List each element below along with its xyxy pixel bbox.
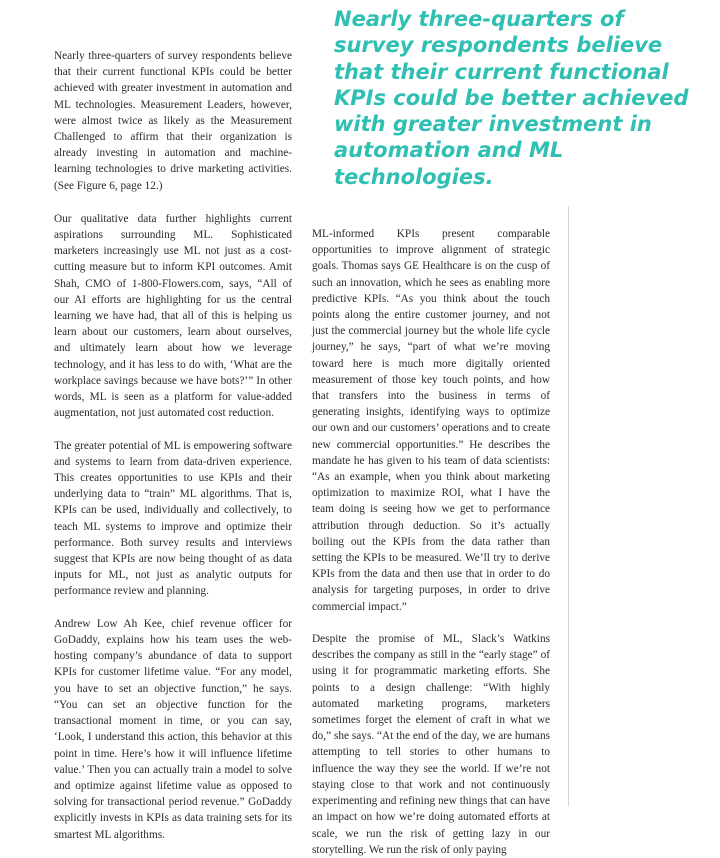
column-divider <box>568 206 569 806</box>
left-column <box>54 48 292 843</box>
paragraph-slack: Despite the promise of ML, Slack’s Watkins describes the company as still in the “early stage” of using it for programmatic marketing efforts. She points to a design challenge: “With highly automated marketing programs, marketers sometimes forget the element of craft in what we do,” she says. “At the end of the day, we are humans attempting to tell stories to other humans to influence the way they see the world. If we’re not staying close to that work and not continuously experimenting and refining new things that can have an impact on how we’re doing automated efforts at scale, we run the risk of getting lazy in our storytelling. We run the risk of only paying <box>312 633 550 856</box>
paragraph-ml-potential: The greater potential of ML is empowering software and systems to learn from data-driven experience. This creates opportunities to use KPIs and their underlying data to “train” ML algorithms. That is, KPIs can be used, individually and collectively, to teach ML systems to improve and optimize their performance. Both survey results and interviews suggest that KPIs are now being thought of as data inputs for ML, not just as analytic outputs for performance review and planning. <box>54 439 292 598</box>
pull-quote: Nearly three-quarters of survey respondents believe that their current functional KPIs could be better achieved with greater investment in automation and ML technologies. <box>334 7 689 189</box>
paragraph-qualitative-data: Our qualitative data further highlights current aspirations surrounding ML. Sophisticated marketers increasingly use ML not just as a cost-cutting measure but to inform KPI outcomes. Amit Shah, CMO of 1-800-Flowers.com, says, “All of our AI efforts are highlighting for us the central learning we have had, that all of this is helping us learn about our customers, learn about ourselves, and ultimately learn about how we leverage technology, and it has less to do with, ‘What are the workplace savings because we have bots?’” In other words, ML is seen as a platform for value-added augmentation, not just automated cost reduction. <box>54 212 292 420</box>
paragraph-godaddy: Andrew Low Ah Kee, chief revenue officer for GoDaddy, explains how his team uses the web-hosting company’s abundance of data to support KPIs for customer lifetime value. “For any model, you have to set an objective function,” he says. “You can set an objective function for the transactional moment in time, or you can say, ‘Look, I understand this action, this behavior at this point in time. Here’s how it will influence lifetime value.’ Then you can actually train a model to solve and optimize against lifetime value as opposed to solving for transactional period revenue.” GoDaddy explicitly invests in KPIs as data training sets for its smartest ML algorithms. <box>54 617 292 841</box>
right-column <box>312 226 550 858</box>
paragraph-ge-healthcare: ML-informed KPIs present comparable opportunities to improve alignment of strategic goals. Thomas says GE Healthcare is on the cusp of such an innovation, which he sees as enabling more predictive KPIs. “As you think about the touch points along the entire customer journey, and not just the commercial journey but the whole life cycle journey,” he says, “part of what we’re moving toward here is much more digitally oriented measurement of those key touch points, and how that transfers into the business in terms of generating insights, identifying ways to optimize our own and our customers’ operations and to create new commercial opportunities.” He describes the mandate he has given to his team of data scientists: “As an example, when you think about marketing optimization to maximize ROI, what I have the team doing is seeing how we get to performance attribution through deduction. So it’s actually boiling out the KPIs from the data rather than setting the KPIs to be measured. We’ll try to derive KPIs from the data and then use that in order to do analysis for targeting purposes, in order to drive commercial impact.” <box>312 228 550 613</box>
paragraph-kpi-investment: Nearly three-quarters of survey respondents believe that their current functional KPIs could be better achieved with greater investment in automation and ML technologies. Measurement Leaders, however, were almost twice as likely as the Measurement Challenged to affirm that their organization is already investing in automation and machine-learning technologies to drive marketing activities. (See Figure 6, page 12.) <box>54 50 292 192</box>
